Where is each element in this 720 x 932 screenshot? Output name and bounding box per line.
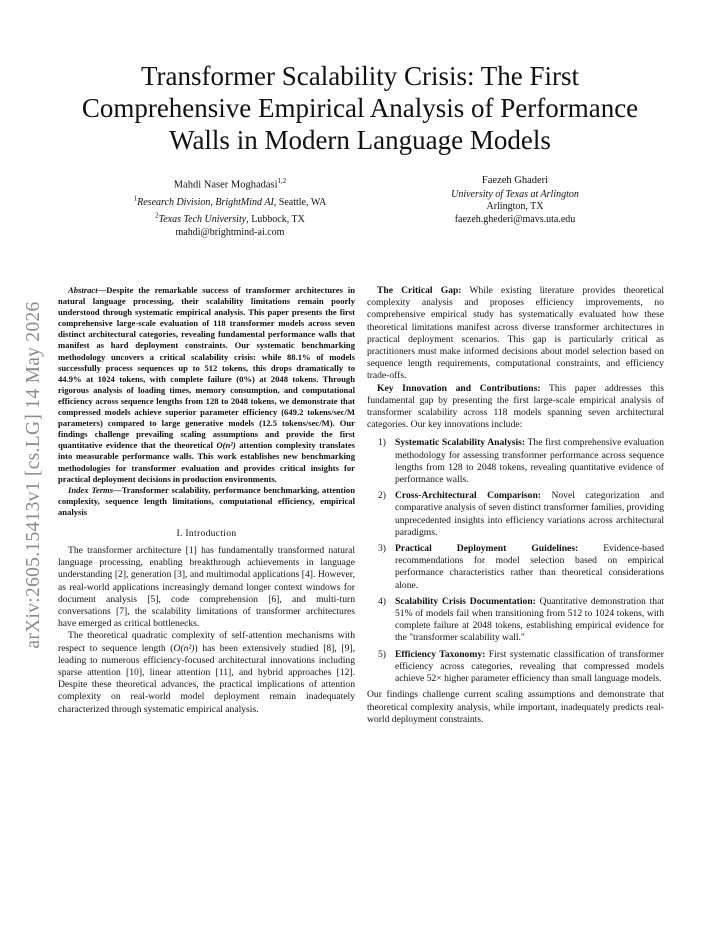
author-name: Faezeh Ghaderi — [481, 175, 549, 186]
closing-paragraph: Our findings challenge current scaling assumptions and demonstrate that theoretical complexity analysis, while important, inadequately predicts real-world deployment constraints. — [367, 689, 664, 725]
author-affiliation: University of Texas at Arlington — [451, 188, 579, 200]
intro-paragraph-1: The transformer architecture [1] has fundamentally transformed natural language processing, enabling breakthrough achievements in language understanding [2], generation [3], and multimodal applications [4]. However, as real-world applications increasingly demand longer context windows for document analysis [5], code comprehension [6], and multi-turn conversations [7], the scalability limitations of transformer architectures have emerged as critical bottlenecks. — [58, 544, 355, 630]
author-location: Arlington, TX — [486, 201, 544, 212]
abstract: Abstract—Despite the remarkable success of transformer architectures in natural language processing, their scalability limitations remain poorly understood through systematic empirical analysis. This paper presents the first comprehensive large-scale evaluation of 118 transformer models across seven distinct architectural categories, revealing fundamental performance walls that manifest as hard deployment constraints. Our systematic benchmarking methodology uncovers a critical scalability crisis: while 88.1% of models successfully process sequences up to 512 tokens, this drops dramatically to 44.9% at 1024 tokens, with complete failure (0%) at 2048 tokens. Through rigorous analysis of loading times, memory consumption, and computational efficiency across sequence lengths from 128 to 2048 tokens, we demonstrate that compressed models achieve superior parameter efficiency (649.2 tokens/sec/M parameters) compared to large generative models (12.5 tokens/sec/M). Our findings challenge prevailing scaling assumptions and provide the first quantitative evidence that the theoretical O(n²) attention complexity translates into measurable performance walls. This work establishes new benchmarking methodologies for transformer evaluation and provides critical insights for practical deployment decisions in production environments. — [58, 285, 355, 484]
contributions-paragraph: Key Innovation and Contributions: This paper addresses this fundamental gap by presenting the first large-scale empirical analysis of transformer scalability across 118 models spanning seven architectural categories. Our key innovations include: — [367, 382, 664, 431]
list-item: 5) Efficiency Taxonomy: First systematic classification of transformer efficiency across categories, revealing that compressed models achieve 52× higher parameter efficiency than small language models. — [378, 648, 664, 685]
author-affiliation: $^2$Texas Tech University, Lubbock, TX — [155, 211, 305, 226]
author-email[interactable]: faezeh.ghederi@mavs.uta.edu — [454, 213, 576, 225]
author-affiliation: $^1$Research Division, BrightMind AI, Seattle, WA — [133, 195, 327, 209]
list-item: 1) Systematic Scalability Analysis: The first comprehensive evaluation methodology for assessing transformer performance across sequence lengths from 128 to 2048 tokens, revealing quantitative evidence of performance walls. — [378, 437, 664, 486]
author-block-1 — [110, 175, 350, 239]
critical-gap-paragraph: The Critical Gap: While existing literature provides theoretical complexity analysis and proposes efficiency improvements, no comprehensive empirical study has systematically evaluated how these theoretical limitations manifest across diverse transformer architectures in practical deployment scenarios. This gap is particularly critical as practitioners must make informed decisions about model selection based on sequence length requirements, computational constraints, and efficiency trade-offs. — [367, 285, 664, 382]
intro-paragraph-2: The theoretical quadratic complexity of self-attention mechanisms with respect to sequence length (O(n²)) has been extensively studied [8], [9], leading to numerous efficiency-focused architectural innovations including sparse attention [10], linear attention [11], and hybrid approaches [12]. Despite these theoretical advances, the practical implications of attention complexity on real-world model deployment remain inadequately characterized through systematic empirical analysis. — [58, 630, 355, 715]
list-item: 2) Cross-Architectural Comparison: Novel categorization and comparative analysis of seven distinct transformer families, providing unprecedented insights into efficiency variations across architectural paradigms. — [378, 490, 664, 538]
index-terms: Index Terms—Transformer scalability, performance benchmarking, attention complexity, sequence length limitations, computational efficiency, empirical analysis — [58, 484, 355, 517]
list-item: 3) Practical Deployment Guidelines: Evidence-based recommendations for model selection based on empirical performance characteristics rather than theoretical considerations alone. — [378, 543, 664, 591]
left-column — [58, 285, 355, 716]
right-column — [367, 285, 664, 726]
arxiv-identifier-text: arXiv:2605.15413v1 [cs.LG] 14 May 2026 — [23, 301, 44, 649]
list-item: 4) Scalability Crisis Documentation: Quantitative demonstration that 51% of models fail when transitioning from 512 to 1024 tokens, with complete failure at 2048 tokens, establishing empirical evidence for the "transformer scalability wall." — [378, 595, 665, 644]
author-name: Mahdi Naser Moghadasi$^{1,2}$ — [173, 177, 287, 191]
author-block-2 — [405, 175, 625, 226]
innovations-list — [367, 437, 664, 685]
author-email[interactable]: mahdi@brightmind-ai.com — [175, 226, 285, 238]
paper-title: Transformer Scalability Crisis: The First Comprehensive Empirical Analysis of Performance Walls in Modern Language Models — [81, 61, 639, 155]
arxiv-identifier — [14, 260, 54, 690]
section-heading: I. Introduction — [176, 527, 237, 539]
